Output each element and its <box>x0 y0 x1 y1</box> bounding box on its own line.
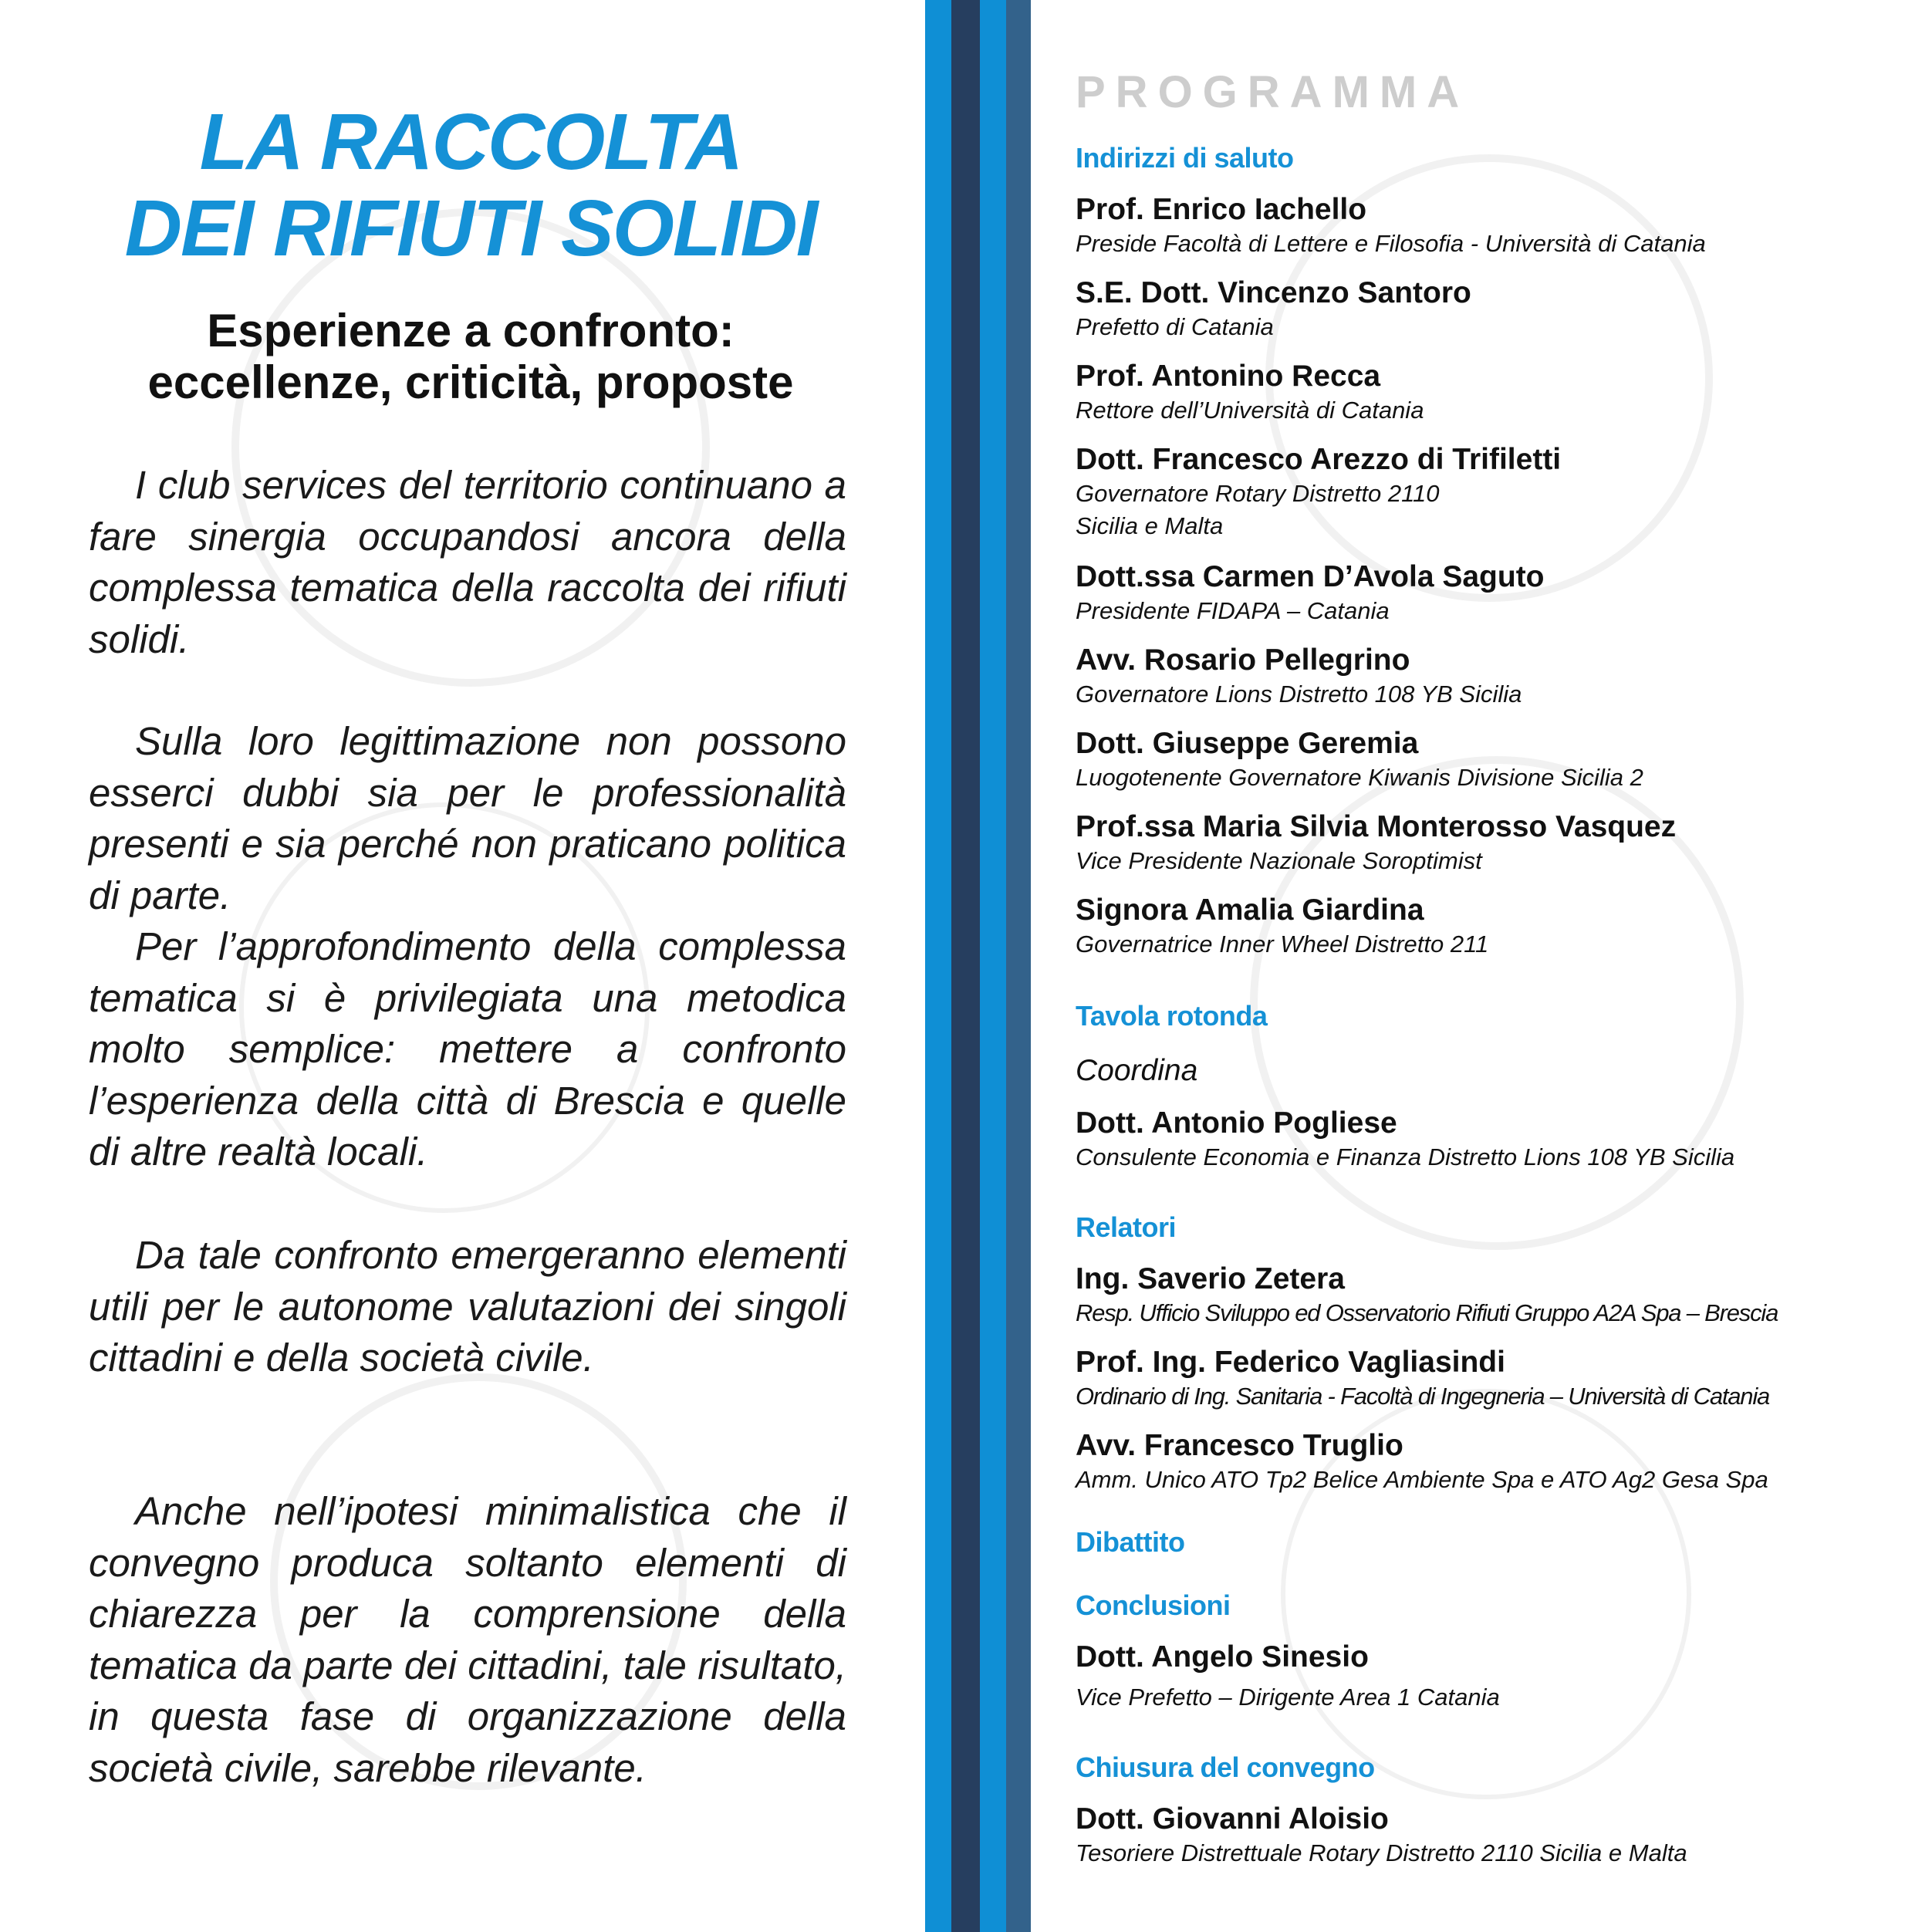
stripe-steel-blue <box>1006 0 1031 1932</box>
stripe-light-blue-1 <box>925 0 951 1932</box>
speaker-name: S.E. Dott. Vincenzo Santoro <box>1076 276 1471 309</box>
speaker-role: Resp. Ufficio Sviluppo ed Osservatorio Rifiuti Gruppo A2A Spa – Brescia <box>1076 1299 1778 1326</box>
left-column <box>0 0 926 1932</box>
subtitle-line-1: Esperienze a confronto: <box>207 305 735 356</box>
speaker-name: Prof. Enrico Iachello <box>1076 193 1367 226</box>
speaker-role: Luogotenente Governatore Kiwanis Divisione Sicilia 2 <box>1076 764 1643 791</box>
speaker-name: Prof.ssa Maria Silvia Monterosso Vasquez <box>1076 810 1677 843</box>
speaker-role: Vice Presidente Nazionale Soroptimist <box>1076 847 1482 874</box>
speaker-role: Amm. Unico ATO Tp2 Belice Ambiente Spa e ATO Ag2 Gesa Spa <box>1076 1466 1768 1493</box>
title-line-1: LA RACCOLTA <box>199 97 742 186</box>
speaker-role: Governatrice Inner Wheel Distretto 211 <box>1076 931 1489 958</box>
speaker-role-line-2: Sicilia e Malta <box>1076 512 1224 539</box>
paragraph-text: Da tale confronto emergeranno elementi utili per le autonome valutazioni dei singoli cittadini e della società civile. <box>89 1233 846 1380</box>
paragraph-text: Sulla loro legittimazione non possono esserci dubbi sia per le professionalità presenti e sia perché non praticano politica di parte. <box>89 719 846 917</box>
section-relatori: Relatori <box>1076 1211 1177 1243</box>
speaker-role: Consulente Economia e Finanza Distretto Lions 108 YB Sicilia <box>1076 1143 1735 1170</box>
section-tavola-rotonda: Tavola rotonda <box>1076 1000 1268 1032</box>
body-paragraph-3 <box>89 921 846 1178</box>
speaker-role: Prefetto di Catania <box>1076 313 1274 340</box>
speaker-name: Signora Amalia Giardina <box>1076 893 1424 927</box>
speaker-role: Vice Prefetto – Dirigente Area 1 Catania <box>1076 1684 1500 1711</box>
speaker-name: Dott. Giuseppe Geremia <box>1076 727 1419 760</box>
page-subtitle <box>0 305 941 408</box>
body-paragraph-4 <box>89 1230 846 1384</box>
title-line-2: DEI RIFIUTI SOLIDI <box>124 184 817 272</box>
speaker-name: Dott.ssa Carmen D’Avola Saguto <box>1076 560 1545 593</box>
body-paragraph-1 <box>89 460 846 665</box>
paragraph-text: Per l’approfondimento della complessa tematica si è privilegiata una metodica molto semplice: mettere a confronto l’esperienza della città di Brescia e quelle di altre realtà locali. <box>89 924 846 1174</box>
stripe-light-blue-2 <box>980 0 1006 1932</box>
speaker-role: Governatore Rotary Distretto 2110 <box>1076 480 1440 507</box>
section-conclusioni: Conclusioni <box>1076 1589 1231 1621</box>
speaker-name: Avv. Francesco Truglio <box>1076 1429 1403 1462</box>
coordina-label: Coordina <box>1076 1054 1198 1087</box>
speaker-name: Ing. Saverio Zetera <box>1076 1262 1345 1295</box>
speaker-name: Avv. Rosario Pellegrino <box>1076 643 1410 677</box>
speaker-name: Dott. Francesco Arezzo di Trifiletti <box>1076 443 1562 476</box>
programma-heading: PROGRAMMA <box>1076 67 1470 117</box>
speaker-role: Rettore dell’Università di Catania <box>1076 397 1424 424</box>
body-paragraph-2 <box>89 716 846 921</box>
speaker-name: Dott. Antonio Pogliese <box>1076 1106 1397 1140</box>
speaker-role: Governatore Lions Distretto 108 YB Sicilia <box>1076 681 1522 708</box>
speaker-name: Prof. Antonino Recca <box>1076 360 1381 393</box>
section-chiusura-del-convegno: Chiusura del convegno <box>1076 1751 1375 1783</box>
speaker-name: Dott. Angelo Sinesio <box>1076 1640 1369 1674</box>
body-paragraph-5 <box>89 1486 846 1794</box>
stripe-navy <box>951 0 980 1932</box>
speaker-name: Prof. Ing. Federico Vagliasindi <box>1076 1346 1505 1379</box>
paragraph-text: Anche nell’ipotesi minimalistica che il convegno produca soltanto elementi di chiarezza per la comprensione della tematica da parte dei cittadini, tale risultato, in questa fase di organizzazione della società civile, sarebbe rilevante. <box>89 1489 846 1790</box>
speaker-role: Presidente FIDAPA – Catania <box>1076 597 1390 624</box>
paragraph-text: I club services del territorio continuano a fare sinergia occupandosi ancora della complessa tematica della raccolta dei rifiuti solidi. <box>89 463 846 661</box>
section-indirizzi-di-saluto: Indirizzi di saluto <box>1076 142 1294 174</box>
section-dibattito: Dibattito <box>1076 1526 1185 1558</box>
page-title <box>0 99 941 272</box>
speaker-name: Dott. Giovanni Aloisio <box>1076 1802 1389 1836</box>
speaker-role: Preside Facoltà di Lettere e Filosofia - Università di Catania <box>1076 230 1706 257</box>
speaker-role: Tesoriere Distrettuale Rotary Distretto 2110 Sicilia e Malta <box>1076 1839 1687 1866</box>
subtitle-line-2: eccellenze, criticità, proposte <box>147 356 794 408</box>
speaker-role: Ordinario di Ing. Sanitaria - Facoltà di Ingegneria – Università di Catania <box>1076 1383 1770 1410</box>
